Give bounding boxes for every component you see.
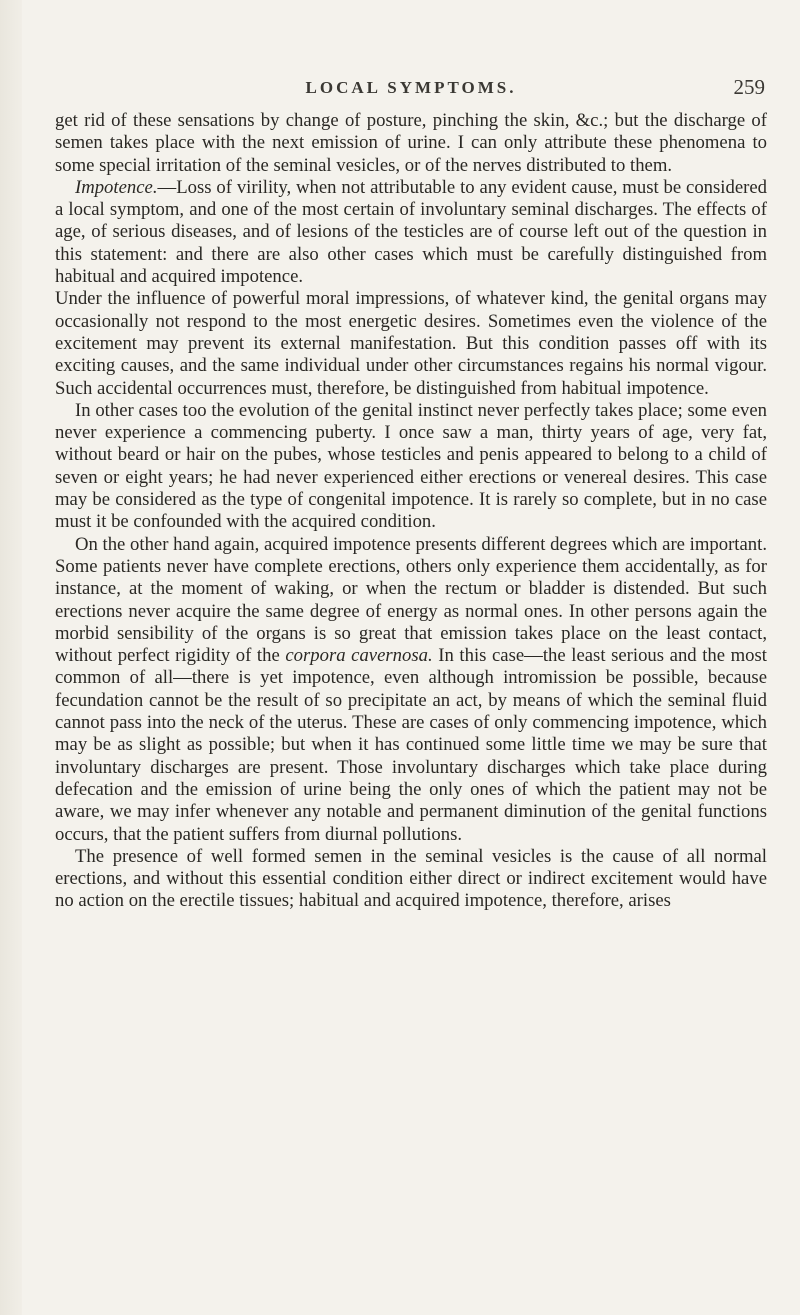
- section-lead-impotence: Impotence.: [75, 176, 158, 198]
- page-gutter-shadow: [0, 0, 22, 1315]
- emphasis-corpora-cavernosa: corpora cavernosa.: [285, 645, 433, 667]
- running-title: LOCAL SYMPTOMS.: [305, 78, 517, 97]
- paragraph-moral-impressions: Under the influence of powerful moral impressions, of whatever kind, the genital organs may occasionally not respond to the most energetic desires. Sometimes even the violence of the excitement may prevent its external manifestation. But this condition passes off with its exciting causes, and the same individual under other circumstances regains his normal vigour. Such accidental occurrences must, therefore, be distinguished from habitual impotence.: [55, 288, 767, 399]
- paragraph-seminal-vesicles: The presence of well formed semen in the seminal vesicles is the cause of all normal erections, and without this essential condition either direct or indirect excitement would have no action on the erectile tissues; habitual and acquired impotence, therefore, arises: [55, 845, 767, 912]
- running-head: [55, 75, 767, 110]
- paragraph-congenital-impotence: In other cases too the evolution of the genital instinct never perfectly takes place; some even never experience a commencing puberty. I once saw a man, thirty years of age, very fat, without beard or hair on the pubes, whose testicles and penis appeared to belong to a child of seven or eight years; he had never experienced either erections or venereal desires. This case may be considered as the type of congenital impotence. It is rarely so complete, but in no case must it be confounded with the acquired condition.: [55, 399, 767, 533]
- paragraph-impotence: Impotence.—Loss of virility, when not attributable to any evident cause, must be considered a local symptom, and one of the most certain of involuntary seminal discharges. The effects of age, of serious diseases, and of lesions of the testicles are of course left out of the question in this statement: and there are also other cases which must be carefully distinguished from habitual and acquired impotence.: [55, 176, 767, 288]
- page-number: 259: [733, 75, 765, 99]
- book-page: [55, 75, 767, 913]
- body-text: [55, 110, 767, 913]
- paragraph-acquired-impotence: On the other hand again, acquired impotence presents different degrees which are important. Some patients never have complete erections, others only experience them accidentally, as for instance, at the moment of waking, or when the rectum or bladder is distended. But such erections never acquire the same degree of energy as normal ones. In other persons again the morbid sensibility of the organs is so great that emission takes place on the least contact, without perfect rigidity of the corpora cavernosa. In this case—the least serious and the most common of all—there is yet impotence, even although intromission be possible, because fecundation cannot be the result of so precipitate an act, by means of which the seminal fluid cannot pass into the neck of the uterus. These are cases of only commencing impotence, which may be as slight as possible; but when it has continued some little time we may be sure that involuntary discharges are present. Those involuntary discharges which take place during defecation and the emission of urine being the only ones of which the patient may not be aware, we may infer whenever any notable and permanent diminution of the genital functions occurs, that the patient suffers from diurnal pollutions.: [55, 533, 767, 845]
- paragraph-continuation: get rid of these sensations by change of posture, pinching the skin, &c.; but the discharge of semen takes place with the next emission of urine. I can only attribute these phenomena to some special irritation of the seminal vesicles, or of the nerves distributed to them.: [55, 110, 767, 176]
